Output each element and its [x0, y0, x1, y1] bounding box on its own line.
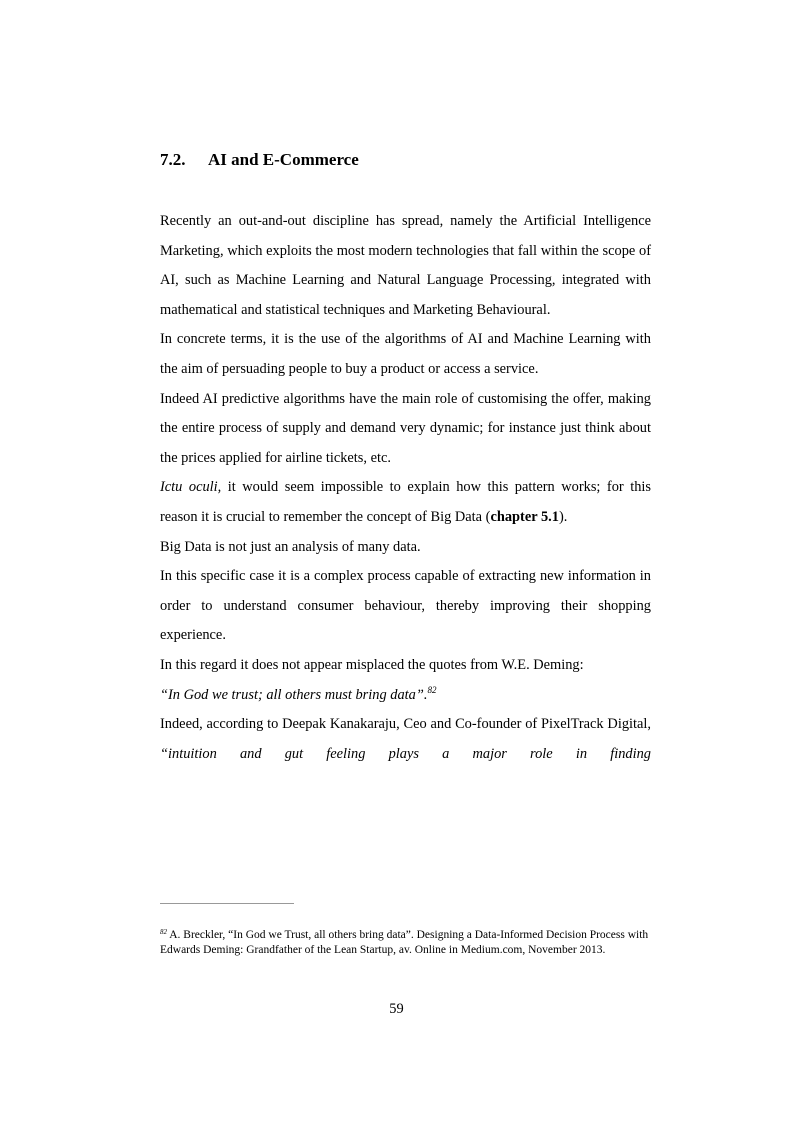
- page-number: 59: [389, 1001, 404, 1017]
- paragraph: Big Data is not just an analysis of many data.: [160, 538, 421, 555]
- paragraph: Indeed AI predictive algorithms have the main role of customising the offer, making the entire process of supply and demand very dynamic; for instance just think about the prices applied for airline tickets, etc.: [160, 390, 651, 466]
- paragraph: In this specific case it is a complex process capable of extracting new information in order to understand consumer behaviour, thereby improving their shopping experience.: [160, 568, 651, 644]
- body-text: [160, 207, 651, 769]
- kanakaraju-quote: “intuition and gut feeling plays a major role in finding: [160, 745, 651, 762]
- chapter-reference: chapter 5.1: [490, 508, 559, 525]
- footnote-text: A. Breckler, “In God we Trust, all others bring data”. Designing a Data-Informed Decision Process with Edwards Deming: Grandfather of the Lean Startup, av. Online in Medium.com, November 2013.: [160, 929, 649, 956]
- paragraph: In this regard it does not appear misplaced the quotes from W.E. Deming:: [160, 656, 584, 673]
- paragraph: [160, 710, 651, 769]
- section-title: AI and E-Commerce: [208, 150, 359, 169]
- footnote-divider: [160, 903, 294, 904]
- latin-phrase: Ictu oculi,: [160, 479, 222, 496]
- paragraph: [160, 681, 651, 711]
- paragraph-text: ).: [558, 508, 568, 525]
- paragraph-text: it would seem impossible to explain how this pattern works; for this reason it is crucial to remember the concept of Big Data (: [160, 479, 651, 525]
- paragraph: [160, 473, 651, 532]
- section-heading: [160, 150, 359, 170]
- paragraph: Recently an out-and-out discipline has spread, namely the Artificial Intelligence Marketing, which exploits the most modern technologies that fall within the scope of AI, such as Machine Learning and Natural Language Processing, integrated with mathematical and statistical techniques and Marketing Behavioural.: [160, 213, 651, 318]
- section-number: 7.2.: [160, 150, 186, 169]
- deming-quote: “In God we trust; all others must bring data”.: [160, 686, 428, 703]
- footnote-number: 82: [160, 928, 167, 936]
- paragraph: In concrete terms, it is the use of the algorithms of AI and Machine Learning with the aim of persuading people to buy a product or access a service.: [160, 331, 651, 377]
- footnote-reference: 82: [427, 684, 437, 695]
- footnote: [160, 928, 651, 957]
- paragraph-text: Indeed, according to Deepak Kanakaraju, Ceo and Co-founder of PixelTrack Digital,: [160, 716, 651, 733]
